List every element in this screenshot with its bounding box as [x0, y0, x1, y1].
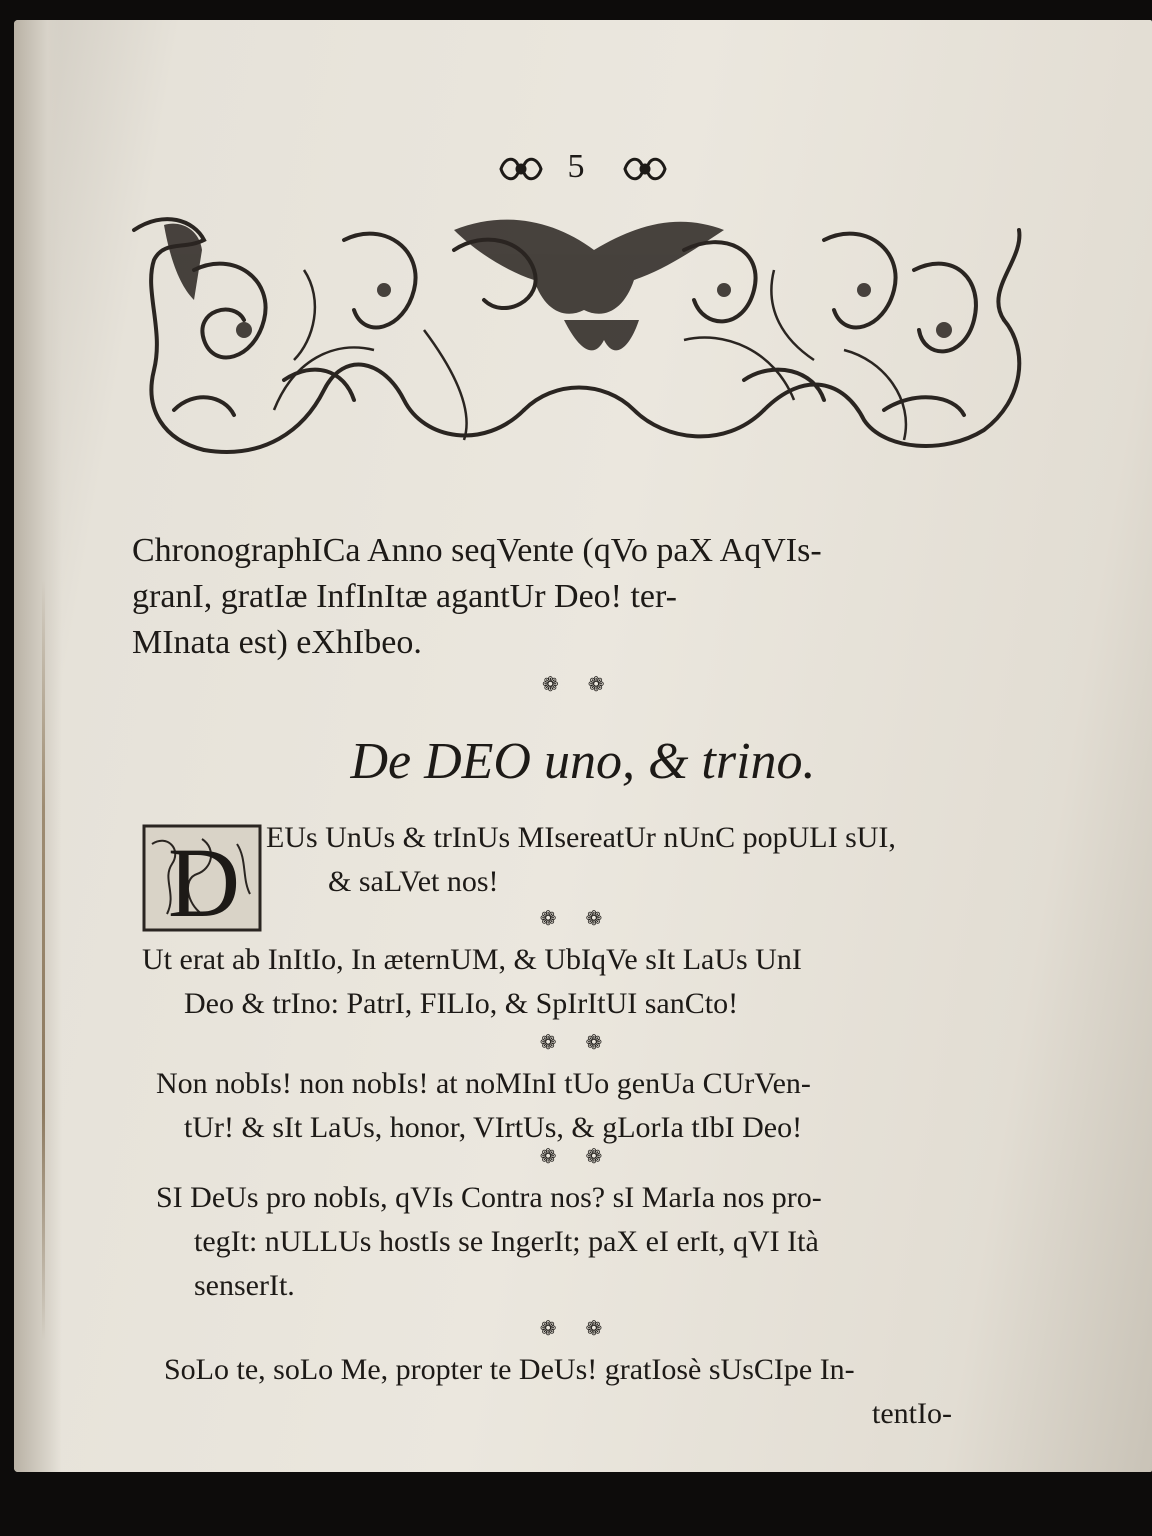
paragraph: [142, 1176, 1012, 1308]
paragraph-line: & saLVet nos!: [328, 865, 499, 898]
paragraph-line: tUr! & sIt LaUs, honor, VIrtUs, & gLorIa tIbI Deo!: [184, 1111, 803, 1144]
paragraph-line: senserIt.: [194, 1269, 295, 1302]
paragraph: [142, 1348, 1012, 1436]
drop-initial-letter: D: [167, 827, 241, 932]
paragraph-line: Ut erat ab InItIo, In æternUM, & UbIqVe sIt LaUs UnI: [142, 943, 802, 976]
ornament-separator: ❁ ❁: [542, 674, 617, 696]
book-page: [14, 20, 1152, 1472]
binding-crease: [42, 580, 45, 1340]
ornament-separator: ❁ ❁: [539, 1146, 615, 1168]
paragraph-line: tentIo-: [872, 1397, 952, 1430]
paragraph-line: SoLo te, soLo Me, propter te DeUs! gratIosè sUsCIpe In-: [164, 1353, 855, 1386]
paragraph-line: SI DeUs pro nobIs, qVIs Contra nos? sI MarIa nos pro-: [156, 1181, 822, 1214]
fleuron-icon: [497, 152, 545, 186]
paragraph-line: tegIt: nULLUs hostIs se IngerIt; paX eI erIt, qVI Ità: [194, 1225, 819, 1258]
ornament-separator: ❁ ❁: [539, 908, 615, 930]
body-text: [142, 816, 1012, 1436]
fleuron-icon: [621, 152, 669, 186]
chronographic-intro: [132, 528, 1012, 698]
paragraph-line: Non nobIs! non nobIs! at noMInI tUo genUa CUrVen-: [156, 1067, 811, 1100]
paragraph-line: Deo & trIno: PatrI, FILIo, & SpIrItUI sanCto!: [184, 987, 739, 1020]
ornament-separator: ❁ ❁: [539, 1318, 615, 1340]
page-number-row: [14, 148, 1152, 186]
intro-line: granI, gratIæ InfInItæ agantUr Deo! ter-: [132, 578, 677, 615]
page-number: 5: [567, 148, 599, 185]
intro-line: MInata est) eXhIbeo.: [132, 624, 422, 661]
intro-line: ChronographICa Anno seqVente (qVo paX AqVIs-: [132, 532, 822, 569]
section-title: De DEO uno, & trino.: [350, 733, 816, 790]
woodcut-headpiece-ornament: [124, 210, 1036, 462]
paragraph: [142, 938, 1012, 1026]
paragraph: [142, 1062, 1012, 1150]
paragraph: [142, 816, 1012, 904]
paragraph-line: EUs UnUs & trInUs MIsereatUr nUnC popULI sUI,: [266, 821, 896, 854]
ornament-separator: ❁ ❁: [539, 1032, 615, 1054]
